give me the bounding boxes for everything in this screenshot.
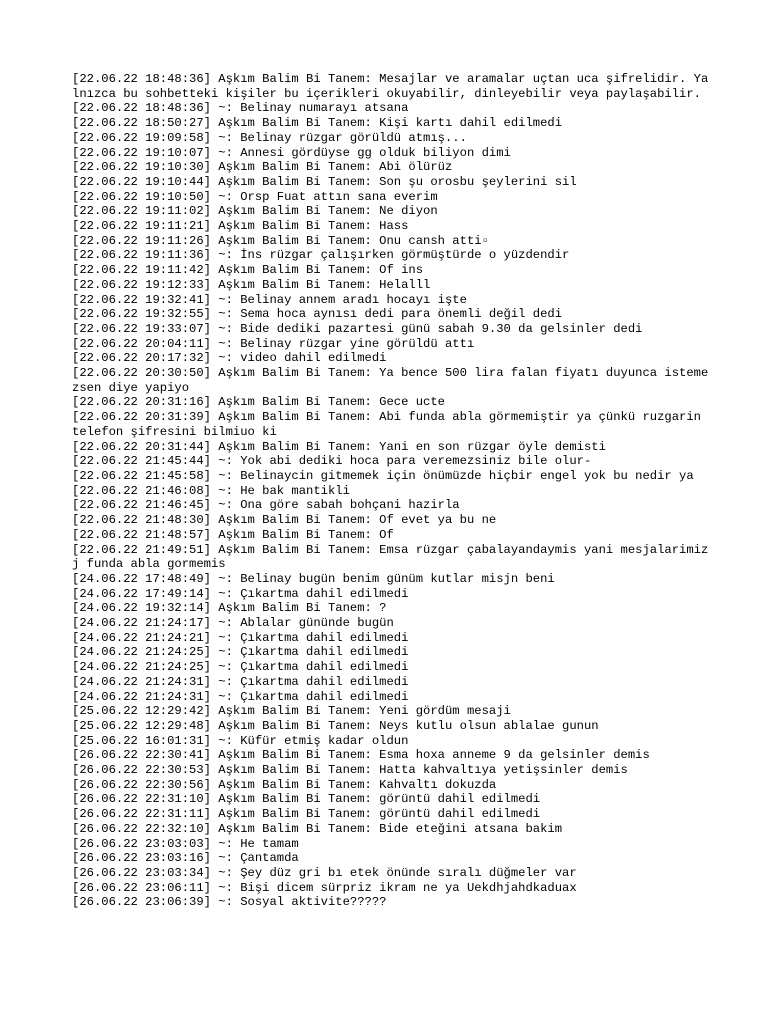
chat-log-line: [22.06.22 19:10:30] Aşkım Balim Bi Tanem: Abi ölürüz: [72, 160, 453, 175]
chat-log-line: [22.06.22 21:45:58] ~: Belinaycin gitmemek için önümüzde hiçbir engel yok bu nedir ya: [72, 468, 694, 483]
chat-log-line: [22.06.22 18:48:36] Aşkım Balim Bi Tanem: Mesajlar ve aramalar uçtan uca şifrelidir. Yalnızca bu sohbetteki kişiler bu içerikleri okuyabilir, dinleyebilir veya paylaşabilir.: [72, 72, 709, 101]
chat-log-line: [22.06.22 21:48:57] Aşkım Balim Bi Tanem: Of: [72, 527, 394, 542]
chat-log-line: [22.06.22 21:48:30] Aşkım Balim Bi Tanem: Of evet ya bu ne: [72, 513, 497, 528]
chat-log-line: [24.06.22 19:32:14] Aşkım Balim Bi Tanem: ?: [72, 601, 387, 616]
chat-log-line: [22.06.22 21:49:51] Aşkım Balim Bi Tanem: Emsa rüzgar çabalayandaymis yani mesjalarimizj funda abla gormemis: [72, 542, 709, 572]
chat-log-line: [22.06.22 19:32:41] ~: Belinay annem aradı hocayı işte: [72, 292, 467, 307]
chat-log-line: [22.06.22 20:31:39] Aşkım Balim Bi Tanem: Abi funda abla görmemiştir ya çünkü ruzgarin telefon şifresini bilmiuo ki: [72, 410, 709, 439]
chat-log-line: [22.06.22 19:11:26] Aşkım Balim Bi Tanem: Onu cansh atti▫: [72, 233, 489, 248]
chat-log-line: [22.06.22 19:11:21] Aşkım Balim Bi Tanem: Hass: [72, 219, 409, 234]
chat-log-line: [24.06.22 21:24:21] ~: Çıkartma dahil edilmedi: [72, 630, 409, 645]
chat-log-line: [24.06.22 21:24:31] ~: Çıkartma dahil edilmedi: [72, 674, 409, 689]
chat-log-line: [25.06.22 12:29:48] Aşkım Balim Bi Tanem: Neys kutlu olsun ablalae gunun: [72, 718, 599, 733]
chat-log-line: [22.06.22 20:31:44] Aşkım Balim Bi Tanem: Yani en son rüzgar öyle demisti: [72, 439, 606, 454]
chat-log-line: [26.06.22 22:30:41] Aşkım Balim Bi Tanem: Esma hoxa anneme 9 da gelsinler demis: [72, 748, 650, 763]
chat-log-line: [22.06.22 19:11:36] ~: İns rüzgar çalışırken görmüştürde o yüzdendir: [72, 248, 570, 263]
chat-log-line: [22.06.22 20:30:50] Aşkım Balim Bi Tanem: Ya bence 500 lira falan fiyatı duyunca istemezsen diye yapiyo: [72, 366, 709, 395]
chat-log-line: [22.06.22 18:48:36] ~: Belinay numarayı atsana: [72, 101, 409, 116]
chat-log-line: [25.06.22 12:29:42] Aşkım Balim Bi Tanem: Yeni gördüm mesaji: [72, 704, 511, 719]
chat-log-line: [26.06.22 23:03:03] ~: He tamam: [72, 836, 299, 851]
chat-log-line: [22.06.22 19:11:42] Aşkım Balim Bi Tanem: Of ins: [72, 263, 424, 278]
chat-log-line: [22.06.22 20:17:32] ~: video dahil edilmedi: [72, 351, 387, 366]
chat-log-line: [26.06.22 23:06:11] ~: Bişi dicem sürpriz ikram ne ya Uekdhjahdkaduax: [72, 880, 577, 895]
chat-log-line: [22.06.22 19:33:07] ~: Bide dediki pazartesi günü sabah 9.30 da gelsinler dedi: [72, 321, 643, 336]
chat-log-line: [26.06.22 22:30:56] Aşkım Balim Bi Tanem: Kahvaltı dokuzda: [72, 777, 497, 792]
chat-log-line: [22.06.22 19:32:55] ~: Sema hoca aynısı dedi para önemli değil dedi: [72, 307, 563, 322]
chat-log-line: [22.06.22 21:45:44] ~: Yok abi dediki hoca para veremezsiniz bile olur-: [72, 454, 592, 469]
chat-log-document: [72, 72, 712, 910]
chat-log-line: [24.06.22 17:48:49] ~: Belinay bugün benim günüm kutlar misjn beni: [72, 571, 555, 586]
chat-log-line: [22.06.22 19:10:07] ~: Annesi gördüyse gg olduk biliyon dimi: [72, 145, 511, 160]
chat-log-line: [26.06.22 22:31:10] Aşkım Balim Bi Tanem: görüntü dahil edilmedi: [72, 792, 541, 807]
chat-log-line: [22.06.22 21:46:08] ~: He bak mantikli: [72, 483, 350, 498]
chat-log-line: [24.06.22 21:24:25] ~: Çıkartma dahil edilmedi: [72, 645, 409, 660]
chat-log-line: [26.06.22 22:32:10] Aşkım Balim Bi Tanem: Bide eteğini atsana bakim: [72, 821, 563, 836]
chat-log-line: [22.06.22 20:31:16] Aşkım Balim Bi Tanem: Gece ucte: [72, 395, 445, 410]
chat-log-line: [22.06.22 21:46:45] ~: Ona göre sabah bohçani hazirla: [72, 498, 460, 513]
chat-log-line: [22.06.22 18:50:27] Aşkım Balim Bi Tanem: Kişi kartı dahil edilmedi: [72, 116, 563, 131]
chat-log-line: [26.06.22 22:31:11] Aşkım Balim Bi Tanem: görüntü dahil edilmedi: [72, 807, 541, 822]
chat-log-line: [24.06.22 21:24:17] ~: Ablalar gününde bugün: [72, 616, 394, 631]
chat-log-line: [26.06.22 23:03:16] ~: Çantamda: [72, 851, 299, 866]
chat-log-line: [24.06.22 21:24:25] ~: Çıkartma dahil edilmedi: [72, 660, 409, 675]
chat-log-line: [25.06.22 16:01:31] ~: Küfür etmiş kadar oldun: [72, 733, 409, 748]
chat-log-line: [22.06.22 19:11:02] Aşkım Balim Bi Tanem: Ne diyon: [72, 204, 438, 219]
chat-log-line: [24.06.22 17:49:14] ~: Çıkartma dahil edilmedi: [72, 586, 409, 601]
chat-log-line: [24.06.22 21:24:31] ~: Çıkartma dahil edilmedi: [72, 689, 409, 704]
chat-log-line: [22.06.22 19:12:33] Aşkım Balim Bi Tanem: Helalll: [72, 277, 431, 292]
chat-log-line: [26.06.22 22:30:53] Aşkım Balim Bi Tanem: Hatta kahvaltıya yetişsinler demis: [72, 763, 628, 778]
chat-log-line: [22.06.22 19:10:50] ~: Orsp Fuat attın sana everim: [72, 189, 438, 204]
chat-log-line: [26.06.22 23:06:39] ~: Sosyal aktivite?????: [72, 895, 387, 910]
chat-log-line: [22.06.22 19:09:58] ~: Belinay rüzgar görüldü atmış...: [72, 130, 467, 145]
chat-log-line: [26.06.22 23:03:34] ~: Şey düz gri bı etek önünde sıralı düğmeler var: [72, 865, 577, 880]
chat-log-line: [22.06.22 20:04:11] ~: Belinay rüzgar yine görüldü attı: [72, 336, 475, 351]
chat-log-line: [22.06.22 19:10:44] Aşkım Balim Bi Tanem: Son şu orosbu şeylerini sil: [72, 174, 577, 189]
